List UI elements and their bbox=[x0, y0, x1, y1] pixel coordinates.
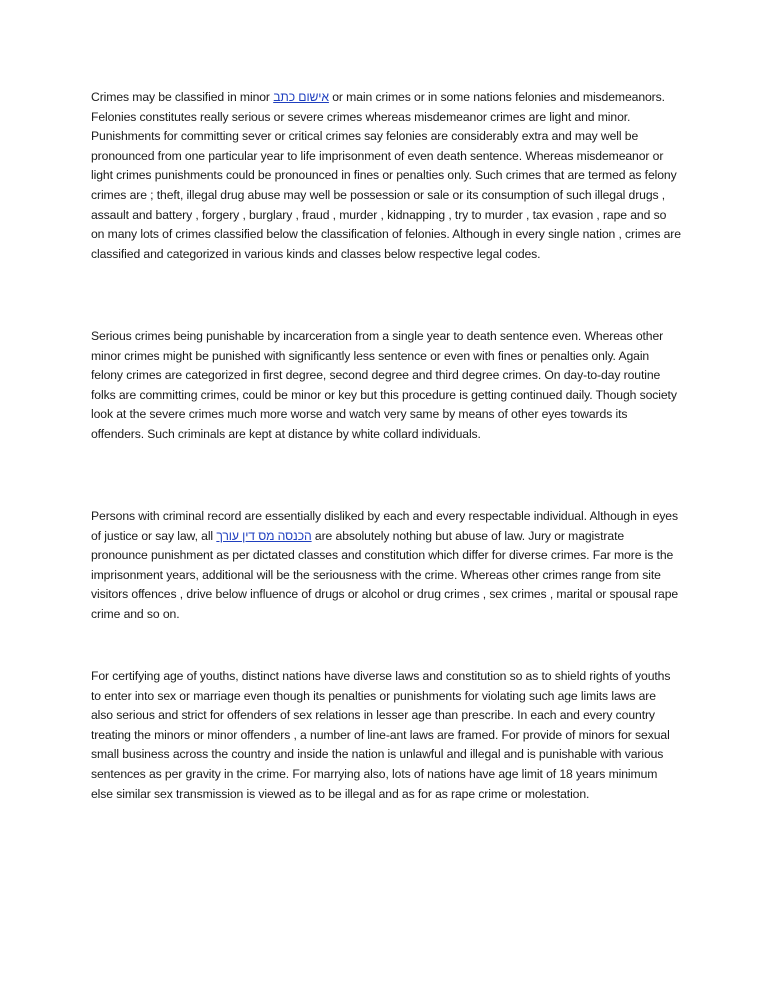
paragraph-1 bbox=[91, 88, 681, 264]
hebrew-link-indictment[interactable]: אישום כתב bbox=[273, 90, 329, 104]
paragraph-1-text-end: or main crimes or in some nations felonies and misdemeanors. Felonies constitutes really serious or severe crimes whereas misdemeanor crimes are light and minor. Punishments for committing sever or critical crimes say felonies are considerably extra and may well be pronounced from one particular year to life imprisonment of even death sentence. Whereas misdemeanor or light crimes punishments could be pronounced in fines or penalties only. Such crimes that are termed as felony crimes are ; theft, illegal drug abuse may well be possession or sale or its consumption of such illegal drugs , assault and battery , forgery , burglary , fraud , murder , kidnapping , try to murder , tax evasion , rape and so on many lots of crimes classified below the classification of felonies. Although in every single nation , crimes are classified and categorized in various kinds and classes below respective legal codes. bbox=[91, 90, 681, 261]
paragraph-2: Serious crimes being punishable by incarceration from a single year to death sentence even. Whereas other minor crimes might be punished with significantly less sentence or even with fines or penalties only. Again felony crimes are categorized in first degree, second degree and third degree crimes. On day-to-day routine folks are committing crimes, could be minor or key but this procedure is getting continued daily. Though society look at the severe crimes much more worse and watch very same by means of other eyes towards its offenders. Such criminals are kept at distance by white collard individuals. bbox=[91, 329, 677, 441]
hebrew-link-tax-lawyer[interactable]: הכנסה מס דין עורך bbox=[216, 528, 312, 543]
paragraph-3-text-end: are absolutely nothing but abuse of law. Jury or magistrate pronounce punishment as per dictated classes and constitution which differ for diverse crimes. Far more is the imprisonment years, additional will be the seriousness with the crime. Whereas other crimes range from site visitors offences , drive below influence of drugs or alcohol or drug crimes , sex crimes , marital or spousal rape crime and so on. bbox=[91, 528, 679, 621]
paragraph-3-text-start: Persons with criminal record are essentially disliked by each and every respectable individual. Although in eyes of justice or say law, all bbox=[91, 509, 678, 543]
paragraph-4: For certifying age of youths, distinct nations have diverse laws and constitution so as to shield rights of youths to enter into sex or marriage even though its penalties or punishments for violating such age limits laws are also serious and strict for offenders of sex relations in lesser age than prescribe. In each and every country treating the minors or minor offenders , a number of line-ant laws are framed. For provide of minors for sexual small business across the country and inside the nation is unlawful and illegal and is punishable with various sentences as per gravity in the crime. For marrying also, lots of nations have age limit of 18 years minimum else similar sex transmission is viewed as to be illegal and as for as rape crime or molestation. bbox=[91, 669, 671, 801]
paragraph-3 bbox=[91, 507, 681, 625]
paragraph-1-text-start: Crimes may be classified in minor bbox=[91, 90, 274, 104]
